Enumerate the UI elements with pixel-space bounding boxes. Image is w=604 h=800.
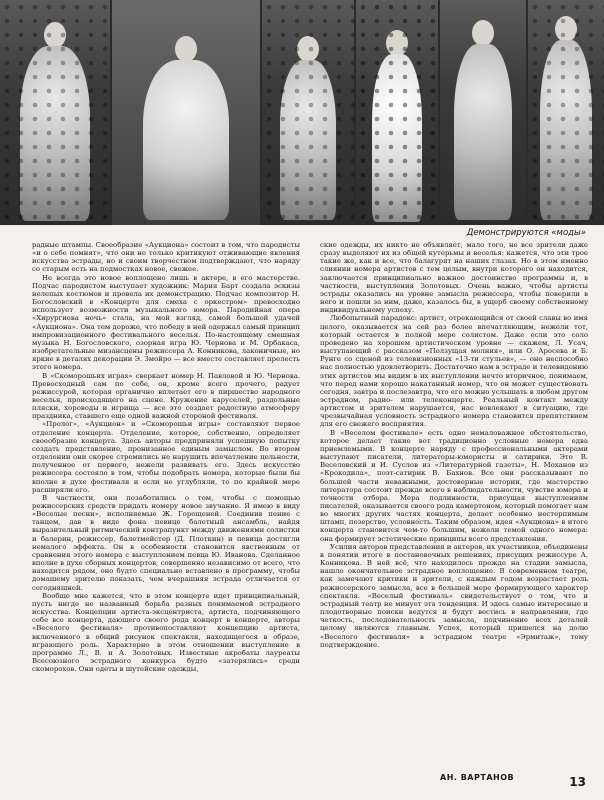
paragraph: Не всегда это новое воплощено лишь в актере, в его мастерстве. Подчас пародистом выступает художник: Мария Барт создала эскизы нелепых костюмов и провела их демонстрацию. Подчас композитор Н. Богословский в «Концерте для смеха с оркестром» превосходно использует возможности музыкального юмора. Пародийная опера «Хирургиева ночь» стала, на мой взгляд, самой большой удачей «Аукциона». Она тем дороже, что победу в ней одержал самый принцип импровизационного фестивального веселья. По-настоящему смешная музыка Н. Богословского, озорная игра Ю. Чернова и М. Орбакаса, изобретательные мизансцены режиссера А. Конникова, лаконичные, но яркие в деталях декорации Э. Змойро — все вместе составляет прелесть этого номера. (32, 273, 300, 372)
photo-model-5 (440, 0, 526, 225)
photo-strip (0, 0, 604, 225)
paragraph: В «Скоморошьих играх» сверкает номер Н. Павловой и Ю. Чернова. Превосходный сам по себе, он, кроме всего прочего, радует режиссурой, которая органично вплетает его в пиршество народного веселья, происходящего на сцене. Кружение каруселей, раздольные пляски, хороводы и игрища — все это создает радостную атмосферу праздника, ставшего еще одной важной стороной фестиваля. (32, 371, 300, 421)
left-column (32, 241, 300, 769)
photo-model-3 (262, 0, 354, 225)
paragraph: радные штампы. Своеобразие «Аукциона» состоит в том, что пародисты «и о себе помнят», что они не только критикуют отживающие явления искусства эстрады, но и своим творчеством подтверждают, что наряду со старым есть на подмостках новое, свежее. (32, 241, 300, 274)
article-body (32, 241, 588, 769)
right-column (320, 241, 588, 769)
photo-model-1 (0, 0, 110, 225)
paragraph: ские одежды, их никто не объявляет, мало того, не все зрители даже сразу выделяют их из общей кутерьмы и веселья: кажется, что эти трое такие же, как и все, что балагурят на наших глазах. Но в этом именно слиянии номера артистов с тем целым, внутри которого он находится, заключается принципиально важное достоинство программы и, в частности, выступления Золотовых. Очень важно, чтобы артисты эстрады оказались на уровне замысла режиссера, чтобы поверили в него и пошли за ним, даже, казалось бы, в ущерб своему собственному индивидуальному успеху. (320, 241, 588, 315)
photo-model-6 (528, 0, 604, 225)
paragraph: В частности, они позаботились о том, чтобы с помощью режиссерских средств придать номеру новое звучание. Я имею в виду «Веселые песни», исполняемые Ж. Горощеней. Соединив пение с танцем, дав в виде фона певице балетный ансамбль, найдя выразительный ритмический контрапункт между движениями солистки и балерин, режиссер, балетмейстер (Д. Плоткин) и певица достигли немалого эффекта. Он в особенности становится явственным от сравнения этого номера с выступлением певца Ю. Иванова. Сделанное вполне в духе сборных концертов, совершенно независимо от всего, что находится рядом, оно будто специально вставлено в программу, чтобы домашему зрителю показать, чем вчерашняя эстрада отличается от сегодняшней. (32, 493, 300, 592)
paragraph: В «Веселом фестивале» есть одно немаловажное обстоятельство, которое делает такие вот традиционно условные номера едва приемлемыми. В концерте наряду с профессиональными актерами выступают писатели, литераторы-юмористы и сатирики. Это В. Веселовский и И. Суслов из «Литературной газеты», Н. Моханов из «Крокодила», поэт-сатирик В. Бахнов. Все они рассказывают по большей части неважными, достоверные истории, где мастерство литератора состоит прежде всего в наблюдательности, чувстве юмора и точности отбора. Мера подлинности, присущая выступлениям писателей, оказывается своего рода камертоном, который помогает нам во многих других частях концерта, делает особенно нестерпимым штамп, позерство, условность. Таким образом, идея «Аукциона» в итоге концерта становится чем-то большим, нежели темой одного номера: она формирует эстетические принципы всего представления. (320, 428, 588, 543)
paragraph: «Пролог», «Аукцион» и «Скоморошьи игры» составляют первое отделение концерта. Отделение, которое, собственно, определяет своеобразие концерта. Здесь авторы предприняли успешную попытку создать представление, пронизанное единым замыслом. Во втором отделении они скорее стремились не нарушить впечатление цельности, полученное от первого, нежели развивать его. Здесь искусство режиссера состояло в том, чтобы подобрать номера, которые были бы вполне в духе фестиваля и если не углубляли, то по крайней мере расширяли его. (32, 420, 300, 494)
page-number: 13 (569, 775, 586, 789)
paragraph: Вообще мне кажется, что в этом концерте идет принципиальный, пусть нигде не названный борьба разных понимаемой эстрадного искусства. Концепции артиста-эксцентриста, артиста, подчиняющего себе все концерта, дающего своего рода концерт в концерте, авторы «Веселого фестиваля» противопоставляют концепцию артиста, включенного в общий рисунок спектакля, находящегося в образе, играющего роль. Характерно в этом отношении выступление в программе Л., В. и А. Золотовых. Известные акробаты лауреаты Всесоюзного эстрадного конкурса будто «затерялись» среди скоморохов. Они одеты в шутейские одежды, (32, 591, 300, 674)
photo-model-2 (112, 0, 260, 225)
photo-caption: Демонстрируются «моды» (466, 228, 586, 238)
author-signature: АН. ВАРТАНОВ (440, 773, 515, 782)
photo-model-4 (356, 0, 438, 225)
paragraph: Усилия авторов представления и актеров, их участников, объединены в понятии итоге в постановочных решениях, присущих режиссуре А. Конникова. В ней всё, что находилось прежде на стадии замысла, нашло окончательное эстрадное воплощение. В современном театре, как замечают критики и зрители, с каждым годом возрастает роль режиссерского замысла, все в большей мере формирующего характер спектакля. «Веселый фестиваль» свидетельствует о том, что и эстрадный театр не минует эта тенденция. И здесь самые интересные и плодотворные поиски ведутся и будут вестись в направлении, где четкость, последовательность замысла, подчинение всех деталей целому являются главным. Успех, который пришелся на долю «Веселого фестиваля» в эстрадном театре «Эрмитаж», тому подтверждение. (320, 542, 588, 649)
paragraph: Любопытный парадокс: артист, отрекающийся от своей славы во имя целого, оказывается на сей раз более впечатляющим, нежели тот, который остается в полной мере солистом. Даже если это соло проведено на хорошем артистическом уровне — скажем, Л. Усач, выступающий с рассказом «Ползущая молния», или О. Аросева и Б. Рунге со сценой из телевизионных «13-ти стульев», — оно неспособно нас полностью удовлетворить. Достаточно нам в эстраде и телевидению этих артистов мы видим в их выступлении нечто вторичное, понимаем, что перед нами хорошо накатанный номер, что он может существовать сегодня, завтра и послезавтра, что его можно услышать в любом другом эстрадном, радио- или телеконцерте. Реальный контакт между артистом и зрителем нарушается, нас вовлекают в ситуацию, где чрезвычайная условность эстрадного номера становится препятствием для его свежего восприятия. (320, 314, 588, 429)
